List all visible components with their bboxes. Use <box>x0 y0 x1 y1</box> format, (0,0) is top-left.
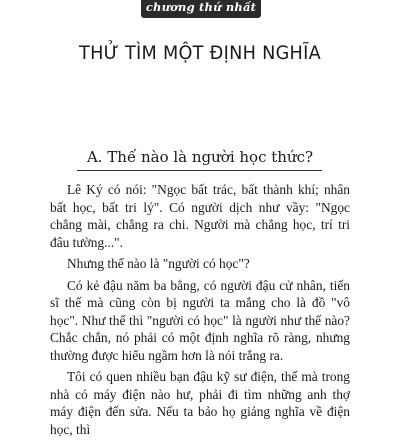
paragraph: Nhưng thế nào là "người có học"? <box>67 256 250 271</box>
paragraph: Lê Ký có nói: "Ngọc bất trác, bất thành khí; nhân bất học, bất tri lý". Có người dịch như vầy: "Ngọc chẳng mài, chẳng ra chi. Người mà chẳng học, trí tri đâu tường...". <box>50 182 350 250</box>
chapter-tab <box>141 0 261 18</box>
chapter-tab-label: chương thứ nhất <box>145 0 257 15</box>
chapter-title: THỬ TÌM MỘT ĐỊNH NGHĨA <box>79 42 321 64</box>
paragraph: Tôi có quen nhiều bạn đậu kỹ sư điện, thế mà trong nhà có máy điện nào hư, phải đi tìm những anh thợ máy điện đến sửa. Nếu ta bảo họ giảng nghĩa về điện học, thì <box>50 369 350 437</box>
section-divider <box>77 170 322 171</box>
paragraph: Có kẻ đậu năm ba bằng, có người đậu cử nhân, tiến sĩ thế mà cũng còn bị người ta mắng cho là đồ "vô học". Như thế thì "người có học" là người như thế nào? Chắc chắn, nó phải có một định nghĩa rõ ràng, nhưng thường được hiểu ngầm hơn là nói trắng ra. <box>50 277 350 363</box>
section-heading: A. Thế nào là người học thức? <box>86 148 314 166</box>
body-text <box>50 181 350 442</box>
